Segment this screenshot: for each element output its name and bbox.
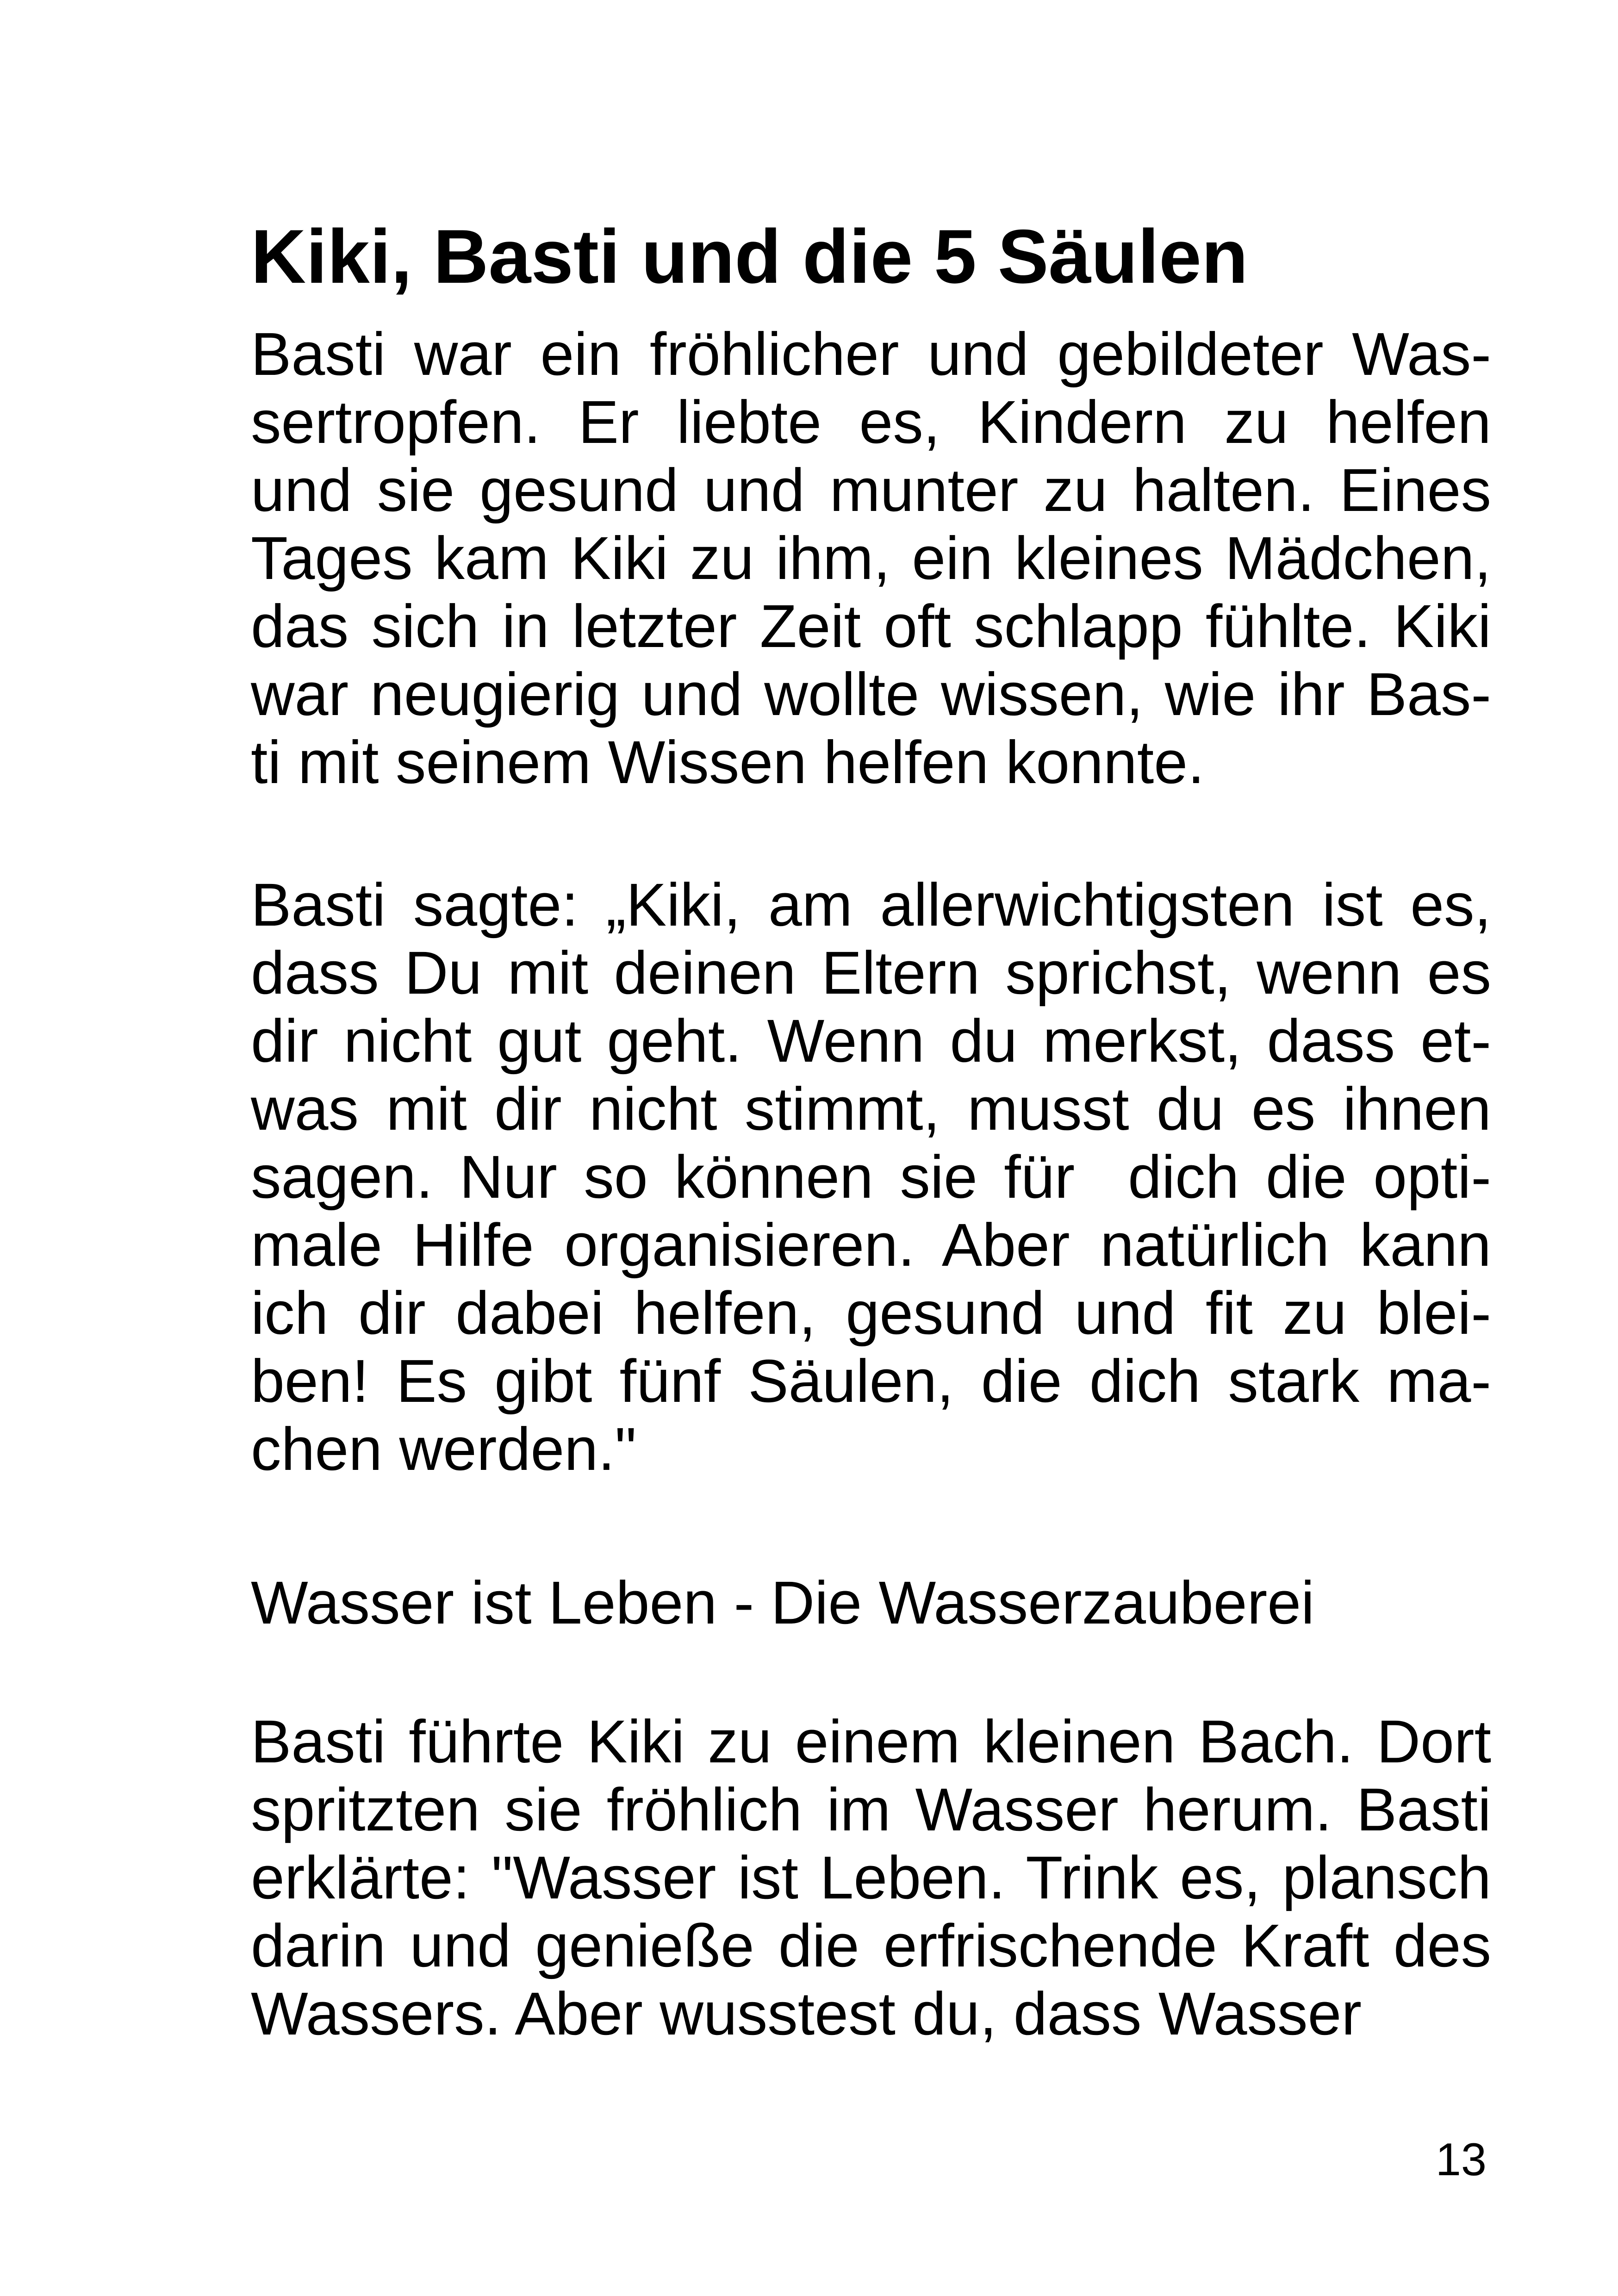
text-line: sertropfen. Er liebte es, Kindern zu helfen [251,388,1491,456]
text-line: das sich in letzter Zeit oft schlapp fühlte. Kiki [251,592,1491,660]
text-line: dir nicht gut geht. Wenn du merkst, dass et- [251,1007,1491,1075]
text-line: dass Du mit deinen Eltern sprichst, wenn es [251,939,1491,1007]
text-line: male Hilfe organisieren. Aber natürlich kann [251,1211,1491,1279]
page-title: Kiki, Basti und die 5 Säulen [251,213,1248,299]
text-line: war neugierig und wollte wissen, wie ihr Bas- [251,660,1491,728]
text-line: was mit dir nicht stimmt, musst du es ihnen [251,1075,1491,1143]
text-line: ben! Es gibt fünf Säulen, die dich stark ma- [251,1347,1491,1415]
text-line: Tages kam Kiki zu ihm, ein kleines Mädchen, [251,524,1491,592]
text-line: chen werden." [251,1415,637,1483]
text-line: erklärte: "Wasser ist Leben. Trink es, plansch [251,1843,1491,1911]
page-number: 13 [1435,2134,1487,2185]
text-line: und sie gesund und munter zu halten. Eines [251,456,1491,524]
text-line: Wassers. Aber wusstest du, dass Wasser [251,1979,1362,2047]
paragraph-intro [251,320,1491,796]
text-line: Basti führte Kiki zu einem kleinen Bach. Dort [251,1707,1491,1775]
text-line: Basti sagte: „Kiki, am allerwichtigsten ist es, [251,871,1491,939]
text-line: spritzten sie fröhlich im Wasser herum. Basti [251,1775,1491,1843]
text-line: sagen. Nur so können sie für dich die opti- [251,1143,1491,1211]
text-line: darin und genieße die erfrischende Kraft des [251,1911,1491,1979]
text-line: ti mit seinem Wissen helfen konnte. [251,728,1205,796]
section-subheading: Wasser ist Leben - Die Wasserzauberei [251,1568,1315,1636]
paragraph-wasser [251,1707,1491,2047]
paragraph-basti-quote [251,871,1491,1483]
text-line: ich dir dabei helfen, gesund und fit zu blei- [251,1279,1491,1347]
text-line: Basti war ein fröhlicher und gebildeter Was- [251,320,1491,388]
